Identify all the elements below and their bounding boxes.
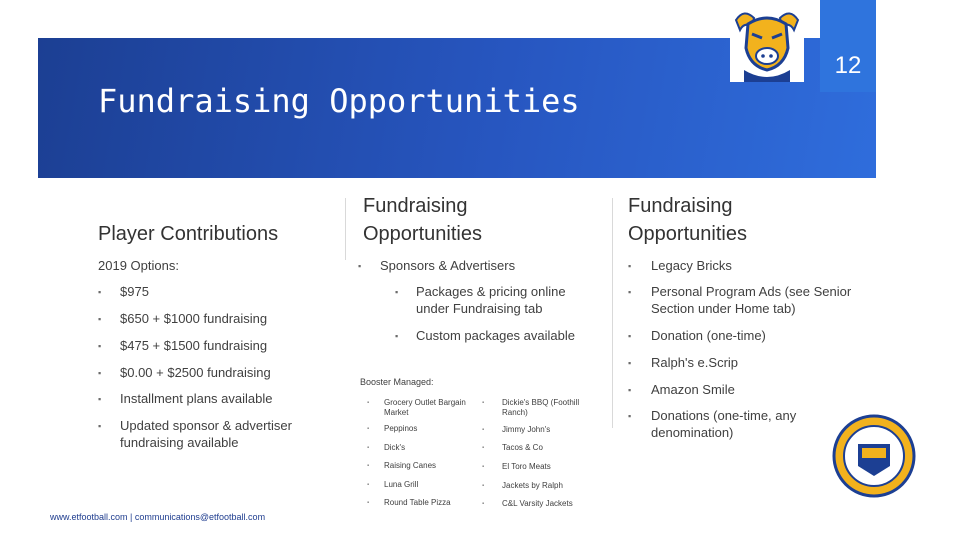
fundraising-heading-other: Fundraising Opportunities — [628, 195, 747, 245]
list-item: Custom packages available — [416, 328, 575, 343]
bullet-icon: ▪ — [367, 500, 370, 506]
bullet-icon: ▪ — [98, 421, 102, 431]
list-item: Ralph's e.Scrip — [651, 355, 739, 370]
list-item: Amazon Smile — [651, 382, 735, 397]
list-item: Dick's — [384, 443, 406, 452]
bullet-icon: ▪ — [482, 501, 485, 507]
list-item: Dickie's BBQ (Foothill Ranch) — [502, 398, 580, 417]
bullet-icon: ▪ — [395, 287, 399, 297]
list-item: Personal Program Ads (see Senior Section under Home tab) — [651, 284, 852, 316]
list-item: El Toro Meats — [502, 462, 551, 471]
list-item: Jackets by Ralph — [502, 481, 563, 490]
bull-mascot-icon — [730, 4, 804, 82]
player-contributions-heading: Player Contributions — [98, 223, 279, 245]
slide-number: 12 — [834, 52, 862, 79]
list-item: Updated sponsor & advertiser fundraising available — [120, 418, 292, 450]
bullet-icon: ▪ — [367, 400, 370, 406]
footer-contact: www.etfootball.com | communications@etfootball.com — [50, 512, 266, 522]
list-item: Legacy Bricks — [651, 258, 732, 273]
list-item: Grocery Outlet Bargain Market — [384, 398, 466, 417]
list-item: Round Table Pizza — [384, 498, 451, 507]
bullet-icon: ▪ — [482, 400, 485, 406]
list-item: Installment plans available — [120, 391, 273, 406]
bullet-icon: ▪ — [367, 463, 370, 469]
bullet-icon: ▪ — [98, 394, 102, 404]
bullet-icon: ▪ — [367, 482, 370, 488]
list-item: Jimmy John's — [502, 425, 551, 434]
fundraising-heading-sponsors: Fundraising Opportunities — [363, 195, 482, 245]
bullet-icon: ▪ — [367, 445, 370, 451]
list-item: Peppinos — [384, 424, 418, 433]
column-divider — [612, 198, 613, 428]
bullet-icon: ▪ — [98, 341, 102, 351]
bullet-icon: ▪ — [482, 427, 485, 433]
list-item: Donation (one-time) — [651, 328, 766, 343]
bullet-icon: ▪ — [395, 331, 399, 341]
bullet-icon: ▪ — [98, 287, 102, 297]
list-item: $975 — [120, 284, 149, 299]
list-item: Luna Grill — [384, 480, 419, 489]
list-item: Raising Canes — [384, 461, 437, 470]
school-seal-icon — [832, 414, 916, 498]
bullet-icon: ▪ — [482, 483, 485, 489]
list-item: Sponsors & Advertisers — [380, 258, 516, 273]
list-item: $650 + $1000 fundraising — [120, 311, 268, 326]
bullet-icon: ▪ — [628, 411, 632, 421]
options-intro: 2019 Options: — [98, 258, 179, 273]
list-item: $0.00 + $2500 fundraising — [120, 365, 271, 380]
list-item: Tacos & Co — [502, 443, 543, 452]
list-item: C&L Varsity Jackets — [502, 499, 573, 508]
bullet-icon: ▪ — [482, 464, 485, 470]
bullet-icon: ▪ — [628, 385, 632, 395]
bullet-icon: ▪ — [98, 314, 102, 324]
slide-title: Fundraising Opportunities — [98, 82, 580, 120]
bullet-icon: ▪ — [98, 368, 102, 378]
column-divider — [345, 198, 346, 260]
list-item: $475 + $1500 fundraising — [120, 338, 268, 353]
bullet-icon: ▪ — [367, 426, 370, 432]
bullet-icon: ▪ — [628, 331, 632, 341]
bullet-icon: ▪ — [358, 261, 362, 271]
bullet-icon: ▪ — [482, 445, 485, 451]
list-item: Donations (one-time, any denomination) — [651, 408, 797, 440]
bullet-icon: ▪ — [628, 358, 632, 368]
list-item: Packages & pricing online under Fundraising tab — [416, 284, 566, 316]
bullet-icon: ▪ — [628, 287, 632, 297]
booster-managed-label: Booster Managed: — [360, 377, 434, 387]
bullet-icon: ▪ — [628, 261, 632, 271]
